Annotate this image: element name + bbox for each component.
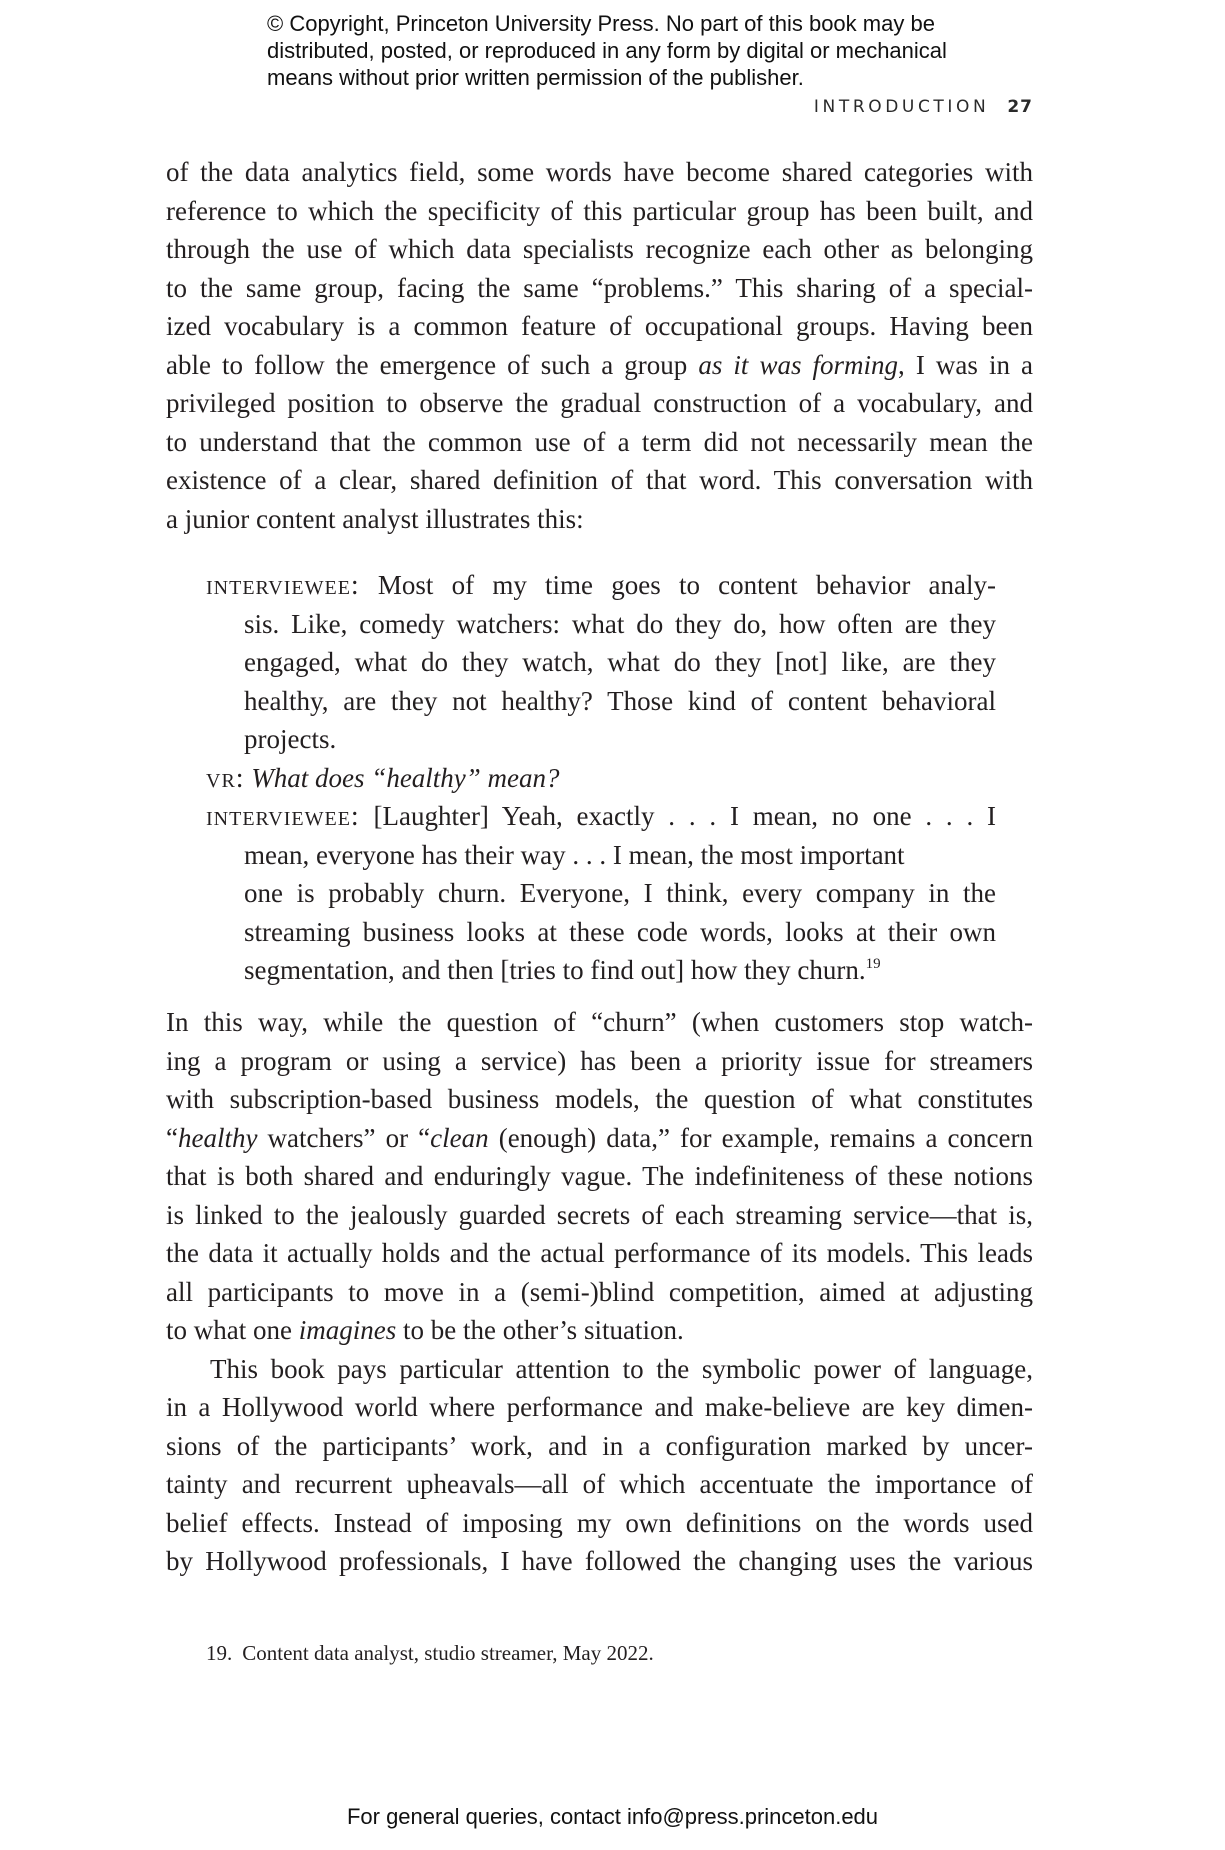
text-line: This book pays particular attention to the symbolic power of language, (210, 1353, 1033, 1384)
question-text: What does “healthy” mean? (244, 762, 560, 793)
speaker-label: vr: (206, 762, 245, 794)
running-head-section: INTRODUCTION (813, 97, 990, 117)
italic-phrase: as it was forming (698, 349, 899, 380)
text-line: to the same group, facing the same “problems.” This sharing of a special- (166, 272, 1033, 303)
text-run: [Laughter] Yeah, exactly . . . I mean, no one . . . I (359, 801, 996, 831)
footnote-text: Content data analyst, studio streamer, May 2022. (242, 1641, 654, 1665)
interview-excerpt (206, 566, 996, 990)
speaker-label: interviewee: (206, 801, 360, 832)
copyright-line: distributed, posted, or reproduced in any form by digital or mechanical (267, 38, 947, 63)
text-run: watchers” or “ (257, 1122, 431, 1153)
interview-line: healthy, are they not healthy? Those kind of content behavioral (244, 685, 996, 716)
text-line: ing a program or using a service) has been a priority issue for streamers (166, 1045, 1033, 1076)
text-line: to understand that the common use of a term did not necessarily mean the (166, 426, 1033, 457)
copyright-notice (267, 10, 987, 91)
text-run: Most of my time goes to content behavior analy- (359, 570, 996, 600)
page-number: 27 (1007, 97, 1033, 117)
speaker-label: interviewee: (206, 570, 360, 601)
running-head (700, 97, 1033, 117)
text-line: ized vocabulary is a common feature of occupational groups. Having been (166, 311, 1033, 341)
text-line: with subscription-based business models, the question of what constitutes (166, 1084, 1033, 1114)
paragraph-2 (166, 1003, 1033, 1581)
contact-notice: For general queries, contact info@press.princeton.edu (346, 1804, 879, 1829)
text-line: belief effects. Instead of imposing my own definitions on the words used (166, 1507, 1033, 1538)
interview-line (206, 797, 996, 836)
text-run: “ (166, 1122, 178, 1153)
text-line (166, 1119, 1033, 1158)
text-line: sions of the participants’ work, and in a configuration marked by uncer- (166, 1430, 1033, 1461)
text-run: segmentation, and then [tries to find out] how they churn. (244, 955, 866, 985)
footnote-reference[interactable]: 19 (865, 956, 881, 972)
text-run: able to follow the emergence of such a group (166, 349, 699, 380)
italic-word: healthy (177, 1122, 258, 1153)
interview-line: projects. (244, 724, 337, 754)
italic-word: imagines (298, 1315, 397, 1345)
text-run: (enough) data,” for example, remains a concern (488, 1122, 1033, 1153)
text-run: , I was in a (898, 349, 1033, 380)
text-line: tainty and recurrent upheavals—all of which accentuate the importance of (166, 1469, 1033, 1499)
text-line: all participants to move in a (semi-)blind competition, aimed at adjusting (166, 1276, 1033, 1307)
text-line: in a Hollywood world where performance and make-believe are key dimen- (166, 1392, 1033, 1422)
text-line: existence of a clear, shared definition of that word. This conversation with (166, 465, 1033, 495)
text-line: reference to which the specificity of this particular group has been built, and (166, 195, 1033, 226)
text-line: of the data analytics field, some words have become shared categories with (166, 157, 1033, 187)
interview-line: engaged, what do they watch, what do they [not] like, are they (244, 647, 996, 677)
text-line: In this way, while the question of “churn” (when customers stop watch- (166, 1007, 1033, 1037)
text-line: the data it actually holds and the actual performance of its models. This leads (166, 1238, 1033, 1268)
text-line: that is both shared and enduringly vague. The indefiniteness of these notions (166, 1161, 1033, 1191)
text-line: by Hollywood professionals, I have followed the changing uses the various (166, 1546, 1033, 1576)
interview-line: one is probably churn. Everyone, I think, every company in the (244, 878, 996, 908)
footnote (206, 1641, 654, 1666)
interview-line: sis. Like, comedy watchers: what do they do, how often are they (244, 608, 996, 639)
interview-line (206, 951, 996, 990)
copyright-line: means without prior written permission of the publisher. (267, 65, 804, 90)
interview-line (206, 566, 996, 605)
interview-line: streaming business looks at these code words, looks at their own (244, 916, 996, 947)
text-line: a junior content analyst illustrates this: (166, 503, 584, 534)
text-run: to what one (166, 1315, 299, 1345)
copyright-line: © Copyright, Princeton University Press. No part of this book may be (267, 11, 935, 36)
interview-line (206, 759, 996, 798)
text-line: is linked to the jealously guarded secrets of each streaming service—that is, (166, 1199, 1033, 1230)
text-run: to be the other’s situation. (396, 1315, 684, 1345)
text-line: privileged position to observe the gradual construction of a vocabulary, and (166, 388, 1033, 418)
paragraph-1 (166, 153, 1033, 538)
text-line (166, 346, 1033, 385)
footnote-number: 19. (206, 1641, 233, 1665)
text-line: through the use of which data specialists recognize each other as belonging (166, 234, 1033, 264)
interview-line: mean, everyone has their way . . . I mean, the most important (244, 839, 905, 870)
italic-word: clean (430, 1122, 489, 1153)
text-line (166, 1311, 1033, 1350)
